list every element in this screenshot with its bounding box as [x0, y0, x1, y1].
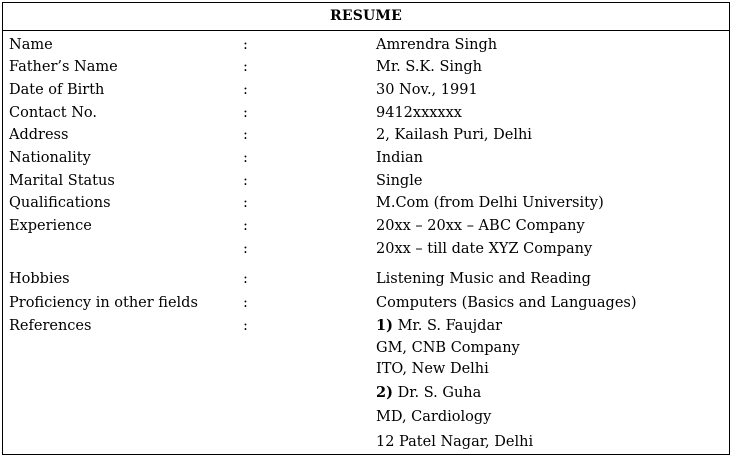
field-label: Name	[9, 37, 53, 53]
field-value: Mr. S.K. Singh	[376, 59, 483, 75]
field-colon: :	[243, 105, 248, 121]
field-value: 20xx – till date XYZ Company	[376, 241, 593, 257]
field-colon: :	[243, 318, 248, 334]
field-row-experience	[3, 215, 729, 237]
field-label: Address	[9, 127, 69, 143]
reference-2-title: MD, Cardiology	[376, 409, 492, 425]
field-label: Qualifications	[9, 195, 111, 211]
field-value: Single	[376, 173, 423, 189]
field-colon: :	[243, 37, 248, 53]
field-value: Listening Music and Reading	[376, 271, 591, 287]
field-colon: :	[243, 82, 248, 98]
reference-1-location: ITO, New Delhi	[376, 361, 489, 377]
field-label: Proficiency in other fields	[9, 295, 198, 311]
field-colon: :	[243, 173, 248, 189]
field-colon: :	[243, 59, 248, 75]
reference-1-number: 1)	[376, 317, 393, 334]
field-label: Experience	[9, 218, 92, 234]
field-value: 9412xxxxxx	[376, 105, 462, 121]
field-colon: :	[243, 218, 248, 234]
reference-2-location: 12 Patel Nagar, Delhi	[376, 434, 534, 450]
field-colon: :	[243, 271, 248, 287]
reference-2-number: 2)	[376, 384, 393, 401]
field-label: Father’s Name	[9, 59, 118, 75]
field-value: 30 Nov., 1991	[376, 82, 478, 98]
reference-1-title: GM, CNB Company	[376, 340, 520, 356]
field-colon: :	[243, 127, 248, 143]
field-value: Computers (Basics and Languages)	[376, 295, 637, 311]
field-colon: :	[243, 195, 248, 211]
field-row-marital-status	[3, 170, 729, 192]
field-colon: :	[243, 295, 248, 311]
resume-title: RESUME	[3, 3, 729, 31]
border-gap	[730, 259, 732, 265]
field-label: Hobbies	[9, 271, 70, 287]
field-value: Amrendra Singh	[376, 37, 498, 53]
field-row-fathers-name	[3, 56, 729, 78]
reference-row	[3, 431, 729, 453]
reference-row	[3, 382, 729, 404]
field-row-contact-no	[3, 102, 729, 124]
field-row-name	[3, 34, 729, 56]
field-row-experience-2	[3, 238, 729, 260]
reference-row	[3, 358, 729, 380]
field-row-proficiency	[3, 292, 729, 314]
field-value: Indian	[376, 150, 423, 166]
field-label: Marital Status	[9, 173, 115, 189]
field-label: Nationality	[9, 150, 91, 166]
reference-row	[3, 406, 729, 428]
field-colon: :	[243, 150, 248, 166]
field-value: 20xx – 20xx – ABC Company	[376, 218, 585, 234]
reference-row	[3, 337, 729, 359]
field-label: Date of Birth	[9, 82, 105, 98]
field-value: M.Com (from Delhi University)	[376, 195, 604, 211]
field-row-date-of-birth	[3, 79, 729, 101]
reference-1-name: 1) Mr. S. Faujdar	[376, 317, 503, 334]
field-row-nationality	[3, 147, 729, 169]
field-row-references	[3, 315, 729, 337]
field-row-hobbies	[3, 268, 729, 290]
resume-table	[2, 2, 730, 455]
field-label: Contact No.	[9, 105, 97, 121]
reference-2-name: 2) Dr. S. Guha	[376, 384, 482, 401]
field-label: References	[9, 318, 92, 334]
field-row-qualifications	[3, 192, 729, 214]
field-value: 2, Kailash Puri, Delhi	[376, 127, 532, 143]
field-row-address	[3, 124, 729, 146]
field-colon: :	[243, 241, 248, 257]
